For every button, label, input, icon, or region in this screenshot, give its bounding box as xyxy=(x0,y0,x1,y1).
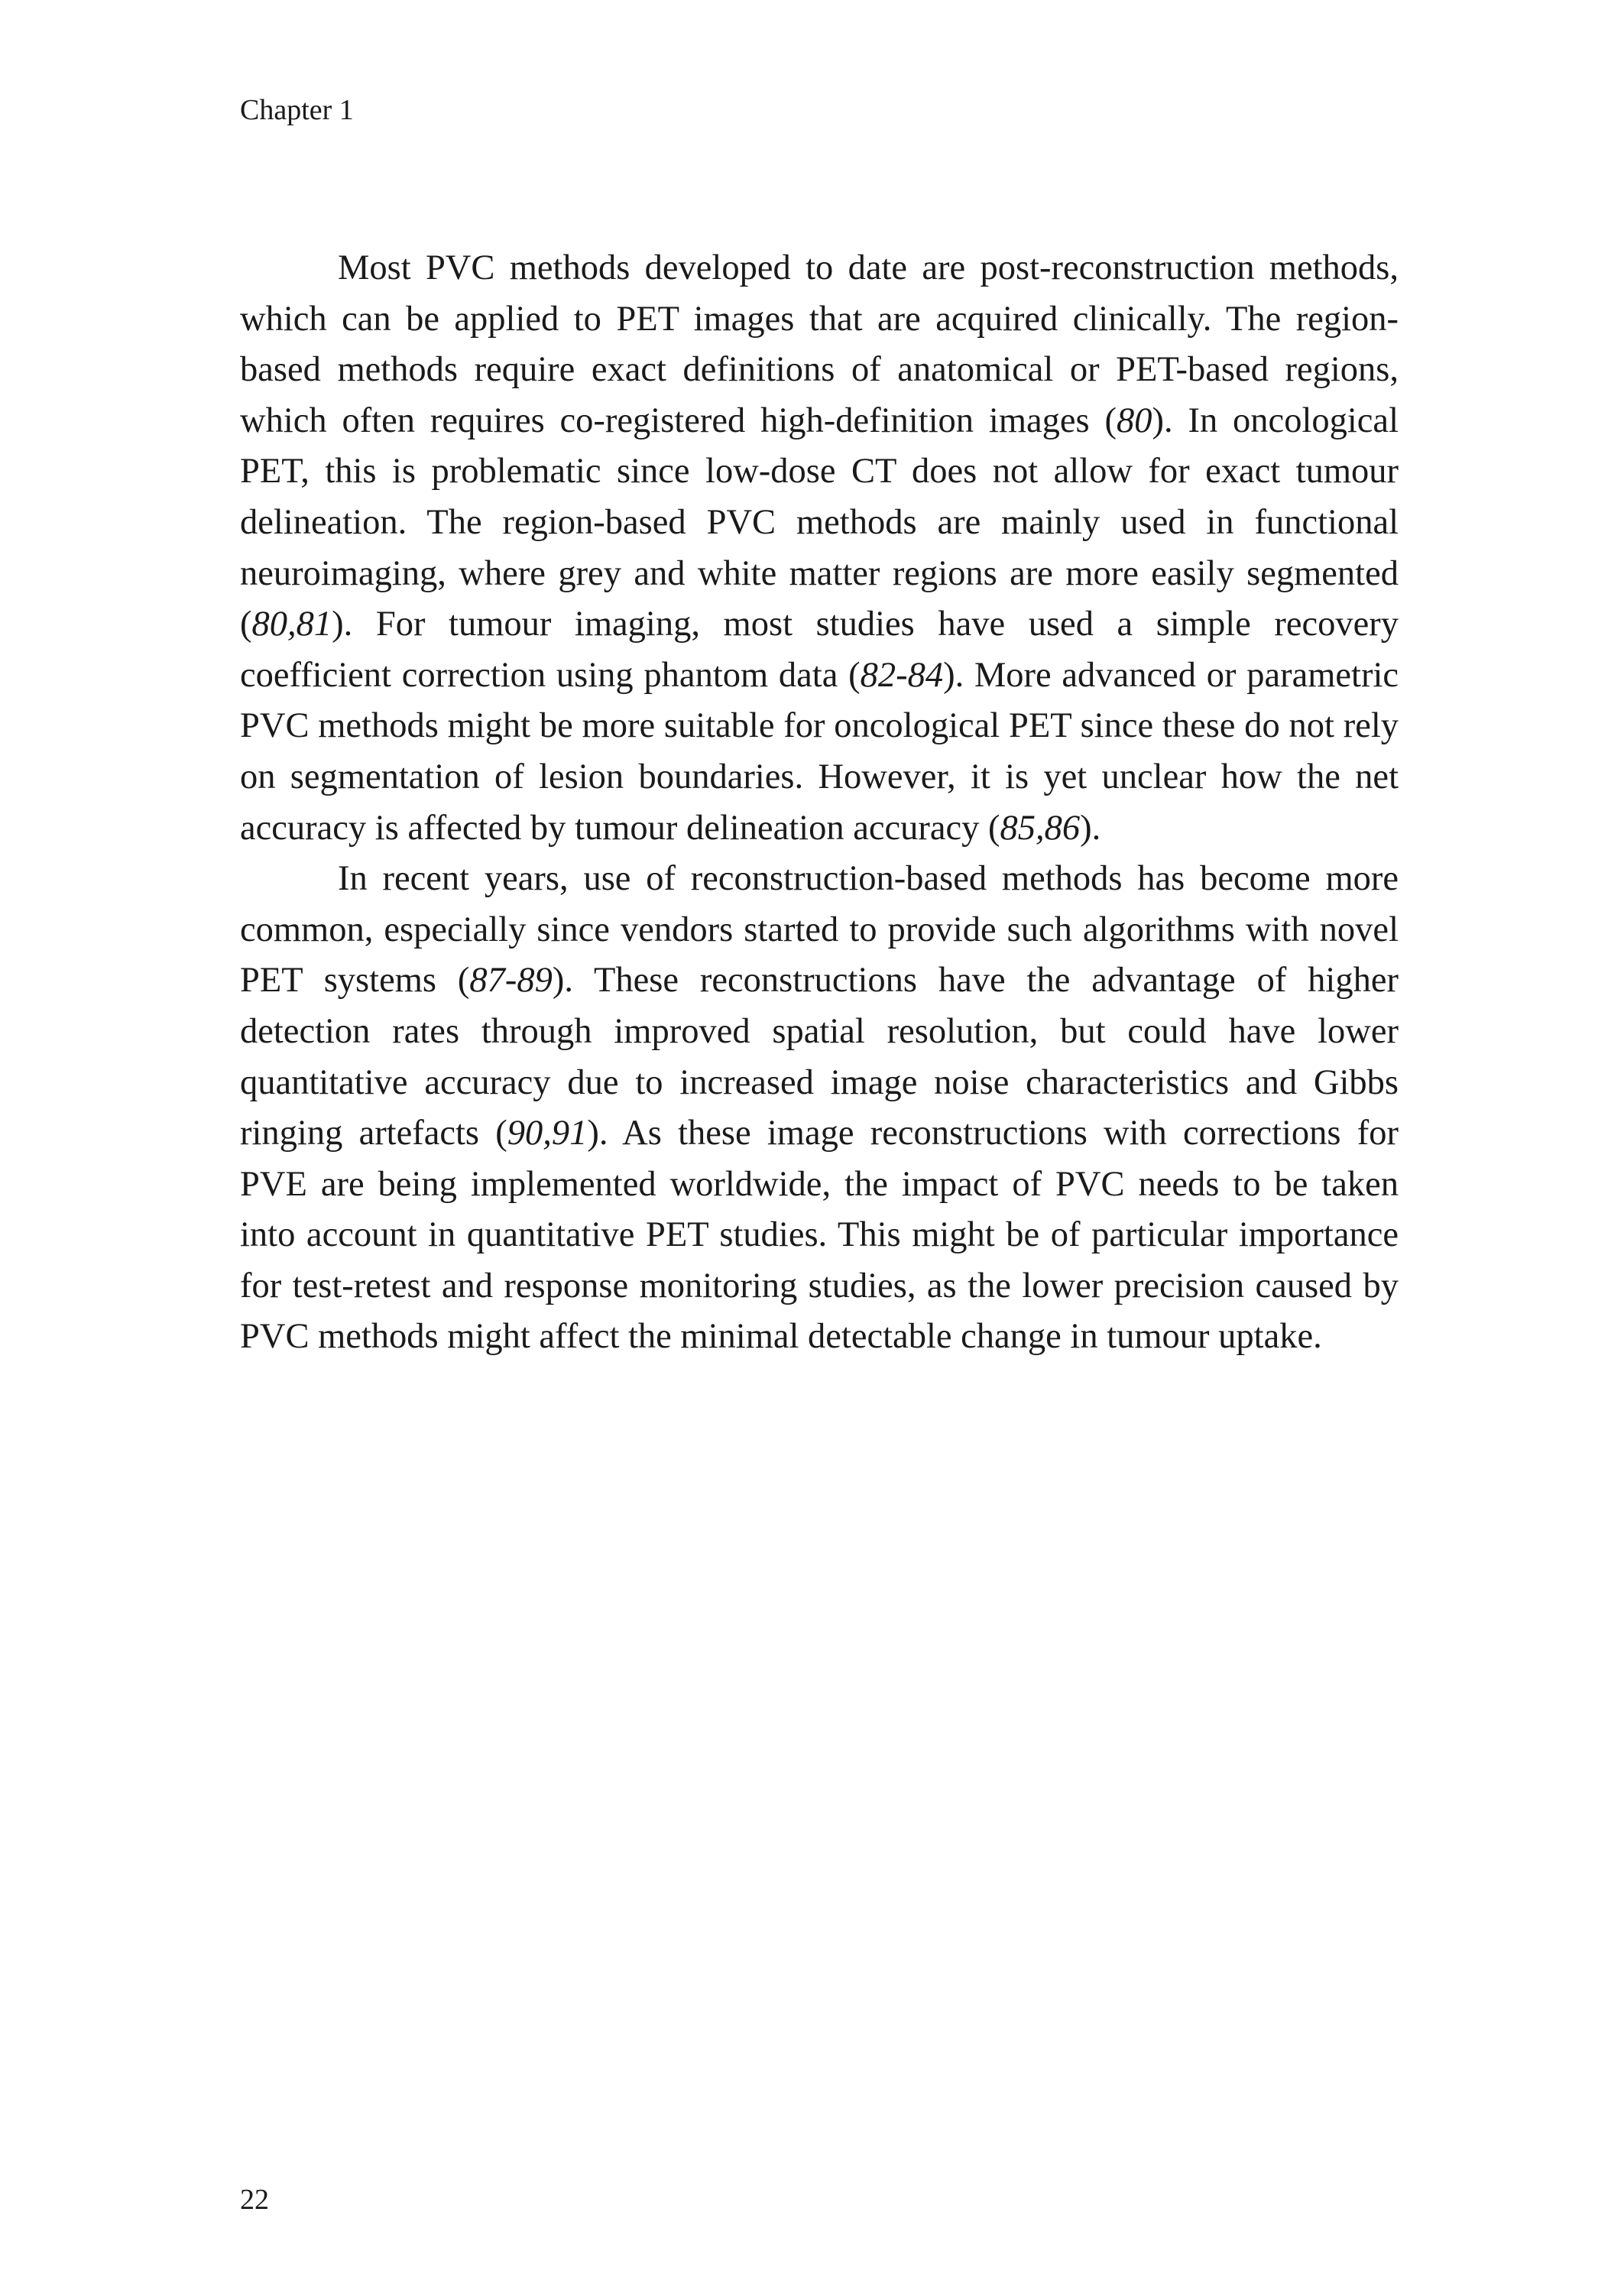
running-head: Chapter 1 xyxy=(240,94,354,126)
citation: 90,91 xyxy=(507,1114,588,1153)
paragraph xyxy=(240,243,1399,854)
paragraph xyxy=(240,854,1399,1363)
text-run: ). xyxy=(1080,808,1101,848)
citation: 80,81 xyxy=(251,605,332,644)
text-run: ). More advanced or parametric PVC methods might be more suitable for oncological PET since these do not rely on segmentation of lesion boundaries. However, it is yet unclear how the net accuracy is affected by tumour delineation accuracy ( xyxy=(240,655,1399,848)
text-run: ). In oncological PET, this is problematic since low-dose CT does not allow for exact tumour delineation. The region-based PVC methods are mainly used in functional neuroimaging, where grey and white matter regions are more easily segmented ( xyxy=(240,401,1399,644)
text-run: ). These reconstructions have the advantage of higher detection rates through improved spatial resolution, but could have lower quantitative accuracy due to increased image noise characteristics and Gibbs ringing artefacts ( xyxy=(240,961,1399,1153)
body-text xyxy=(240,243,1399,1363)
text-run: ). As these image reconstructions with corrections for PVE are being implemented worldwide, the impact of PVC needs to be taken into account in quantitative PET studies. This might be of particular importance for test-retest and response monitoring studies, as the lower precision caused by PVC methods might affect the minimal detectable change in tumour uptake. xyxy=(240,1114,1399,1357)
text-run: ). For tumour imaging, most studies have used a simple recovery coefficient correction using phantom data ( xyxy=(240,605,1399,695)
page-number: 22 xyxy=(240,2184,269,2216)
citation: 82-84 xyxy=(860,655,944,695)
citation: 80 xyxy=(1116,401,1152,440)
text-run: Most PVC methods developed to date are post-reconstruction methods, which can be applied to PET images that are acquired clinically. The region-based methods require exact definitions of anatomical or PET-based regions, which often requires co-registered high-definition images ( xyxy=(240,248,1399,440)
text-run: In recent years, use of reconstruction-based methods has become more common, especially since vendors started to provide such algorithms with novel PET systems ( xyxy=(240,859,1399,1001)
citation: 87-89 xyxy=(469,961,553,1001)
citation: 85,86 xyxy=(1000,808,1081,848)
